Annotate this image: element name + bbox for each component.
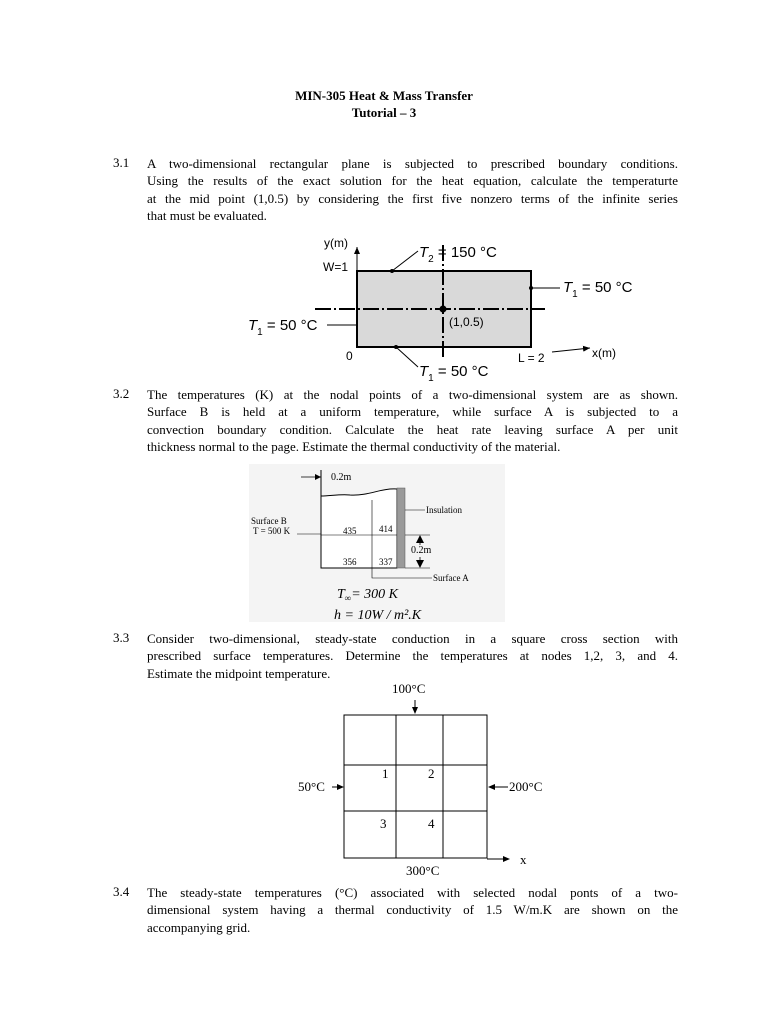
- text-line: The temperatures (K) at the nodal points of a two-dimensional system are as shown.: [147, 387, 678, 402]
- node-label: 2: [428, 766, 435, 781]
- h-label: h = 10W / m².K: [334, 608, 422, 623]
- question-number: 3.4: [113, 884, 130, 899]
- surface-a-label: Surface A: [433, 573, 469, 583]
- x-axis-label: x: [520, 852, 527, 867]
- t1-bottom-label: $T_1 = 50$ °C: [419, 363, 489, 384]
- t-inf-label: $T_\infty= 300$ K: [337, 587, 399, 603]
- surface-b-temp: T = 500 K: [253, 526, 291, 536]
- text-line: dimensional system having a thermal conductivity of 1.5 W/m.K are shown on the: [147, 902, 678, 918]
- text-line: Surface B is held at a uniform temperature, while surface A is subjected to a: [147, 404, 678, 420]
- w-label: W=1: [323, 260, 349, 274]
- text-line: Consider two-dimensional, steady-state conduction in a square cross section with: [147, 631, 678, 646]
- x-axis-head: [503, 856, 510, 862]
- text-line: A two-dimensional rectangular plane is subjected to prescribed boundary conditions.: [147, 156, 678, 171]
- t1-left-label: $T_1 = 50$ °C: [248, 317, 318, 338]
- origin-label: 0: [346, 349, 353, 363]
- left-arrow-head: [337, 784, 344, 790]
- question-number: 3.1: [113, 155, 130, 170]
- length-label: L = 2: [518, 351, 545, 365]
- question-number: 3.3: [113, 630, 130, 645]
- text-line: Estimate the midpoint temperature.: [147, 665, 331, 681]
- text-line: accompanying grid.: [147, 919, 251, 935]
- text-line: Using the results of the exact solution for the heat equation, calculate the temperaturte: [147, 173, 678, 189]
- node-value: 356: [343, 557, 357, 567]
- top-temp-label: 100°C: [392, 681, 426, 696]
- surface-b-label: Surface B: [251, 516, 287, 526]
- question-number: 3.2: [113, 386, 130, 401]
- text-line: thickness normal to the page. Estimate the thermal conductivity of the material.: [147, 438, 561, 454]
- right-arrow-head: [488, 784, 495, 790]
- course-title: MIN-305 Heat & Mass Transfer: [295, 88, 473, 103]
- left-temp-label: 50°C: [298, 779, 325, 794]
- grid-outline: [344, 715, 487, 858]
- node-value: 435: [343, 526, 357, 536]
- text-line: prescribed surface temperatures. Determine the temperatures at nodes 1,2, 3, and 4.: [147, 648, 678, 664]
- dim-top-label: 0.2m: [331, 472, 352, 483]
- right-temp-label: 200°C: [509, 779, 543, 794]
- t1-right-label: $T_1 = 50$ °C: [563, 279, 633, 300]
- node-value: 414: [379, 524, 393, 534]
- node-label: 3: [380, 816, 387, 831]
- node-label: 1: [382, 766, 389, 781]
- question-text: [147, 884, 678, 936]
- text-line: The steady-state temperatures (°C) associated with selected nodal ponts of a two-: [147, 885, 678, 900]
- text-line: that must be evaluated.: [147, 207, 267, 223]
- midpoint-label: (1,0.5): [449, 315, 484, 329]
- x-axis-label: x(m): [592, 346, 616, 360]
- tutorial-title: Tutorial – 3: [351, 105, 417, 120]
- bottom-temp-label: 300°C: [406, 863, 440, 878]
- t2-label: $T_2 = 150$ °C: [419, 244, 497, 265]
- dim-right-label: 0.2m: [411, 545, 432, 556]
- node-label: 4: [428, 816, 435, 831]
- top-arrow-head: [412, 707, 418, 714]
- text-line: at the mid point (1,0.5) by considering the first five nonzero terms of the infinite series: [147, 190, 678, 206]
- insulation-label: Insulation: [426, 505, 462, 515]
- text-line: convection boundary condition. Calculate the heat rate leaving surface A per unit: [147, 421, 678, 437]
- y-axis-label: y(m): [324, 236, 348, 250]
- node-value: 337: [379, 557, 393, 567]
